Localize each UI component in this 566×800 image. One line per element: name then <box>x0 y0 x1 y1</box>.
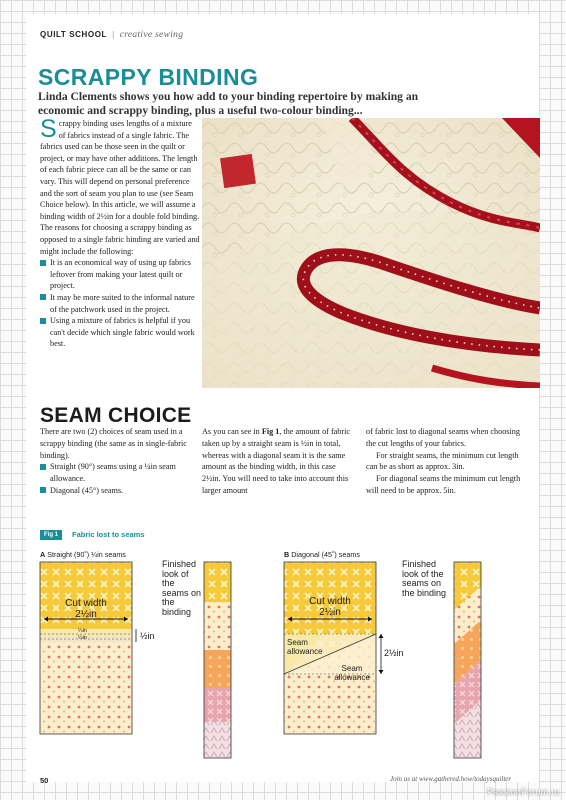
strip-a-finished <box>204 562 231 758</box>
strip-a-main <box>40 562 136 734</box>
quarter-inch-1: ¼in <box>78 628 87 634</box>
watermark: PassionForum.ru <box>486 787 560 797</box>
running-header: QUILT SCHOOL | creative sewing <box>40 30 184 40</box>
cut-width-value-a: 2½in <box>75 609 97 620</box>
seam-allowance-label-1: Seam allowance <box>287 638 323 656</box>
seam-choice-heading: SEAM CHOICE <box>40 404 192 427</box>
article-title: SCRAPPY BINDING <box>38 64 259 90</box>
cut-width-b: Cut width <box>309 596 351 607</box>
cut-width-label-b <box>288 596 372 618</box>
diagram-a-letter: A <box>40 550 46 559</box>
seam-col3-p1: of fabric lost to diagonal seams when choosing the cut lengths of your fabrics. <box>366 427 520 448</box>
figure-tag: Fig 1 <box>40 530 62 540</box>
seam-intro: There are two (2) choices of seam used in a scrappy binding (the same as in single-fabric binding). <box>40 427 187 460</box>
magazine-page <box>26 14 539 785</box>
cut-width-value-b: 2½in <box>319 607 341 618</box>
drop-cap: S <box>40 115 57 143</box>
diagram-b-caption: Diagonal (45˚) seams <box>291 550 360 559</box>
seam-allowance-label-2: Seam allowance <box>334 664 370 682</box>
reason-item: Using a mixture of fabrics is helpful if you can't decide which single fabric would work best. <box>40 315 200 350</box>
standfirst: Linda Clements shows you how add to your binding repertoire by making an economic and scrappy binding, plus a useful two-colour binding... <box>38 90 419 117</box>
finished-label-b: Finished look of the seams on the binding <box>402 559 447 598</box>
seam-type-item: Straight (90°) seams using a ¼in seam allowance. <box>40 461 190 485</box>
cut-width-label-a <box>44 598 128 620</box>
quarter-inch-labels <box>78 628 87 641</box>
diagonal-width-label: 2½in <box>384 648 404 658</box>
seam-col3-p2: For straight seams, the minimum cut length can be as short as approx. 3in. <box>366 450 519 472</box>
section-label: QUILT SCHOOL <box>40 30 108 39</box>
seam-col3-p3: For diagonal seams the minimum cut length will need to be approx. 5in. <box>366 474 521 495</box>
diagram-b-letter: B <box>284 550 290 559</box>
seam-col2-text-a: As you can see in <box>202 427 262 436</box>
seam-type-item: Diagonal (45°) seams. <box>40 485 190 497</box>
quarter-inch-2: ¼in <box>78 634 87 641</box>
subsection-label: creative sewing <box>119 30 184 40</box>
page-number: 50 <box>40 776 49 785</box>
half-inch-label: ½in <box>140 631 155 641</box>
figure-reference: Fig 1 <box>261 427 280 436</box>
intro-text: crappy binding uses lengths of a mixture of fabrics instead of a single fabric. The fabrics used can be those seen in the quilt or project, or may have other additions. The length of each fabric piece can all be the same or can vary. This will depend on personal preference and the sort of seam you plan to use (see Seam Choice below). In this article, we will assume a binding width of 2½in for a double fold binding. The reasons for choosing a scrappy binding as opposed to a single fabric binding are varied and might include the following: <box>40 119 200 256</box>
cut-width-a: Cut width <box>65 598 107 609</box>
seam-col2-text-b: , the amount of fabric taken up by a straight seam is ½in in total, whereas with a diagonal seam it is the same amount as the binding width, in this case 2½in. You will need to take into account this larger amount <box>202 427 351 495</box>
diagram-a-caption: Straight (90˚) ¼in seams <box>47 550 126 559</box>
footer-note: Join us at www.gathered.how/todaysquilter <box>390 775 512 783</box>
finished-label-a: Finished look of the seams on the binding <box>162 559 202 617</box>
strip-b-finished <box>454 562 481 758</box>
reason-item: It is an economical way of using up fabrics leftover from making your latest quilt or project. <box>40 257 200 292</box>
figure-diagrams <box>26 14 539 782</box>
figure-title: Fabric lost to seams <box>72 530 145 539</box>
reason-item: It may be more suited to the informal nature of the patchwork used in the project. <box>40 292 200 315</box>
